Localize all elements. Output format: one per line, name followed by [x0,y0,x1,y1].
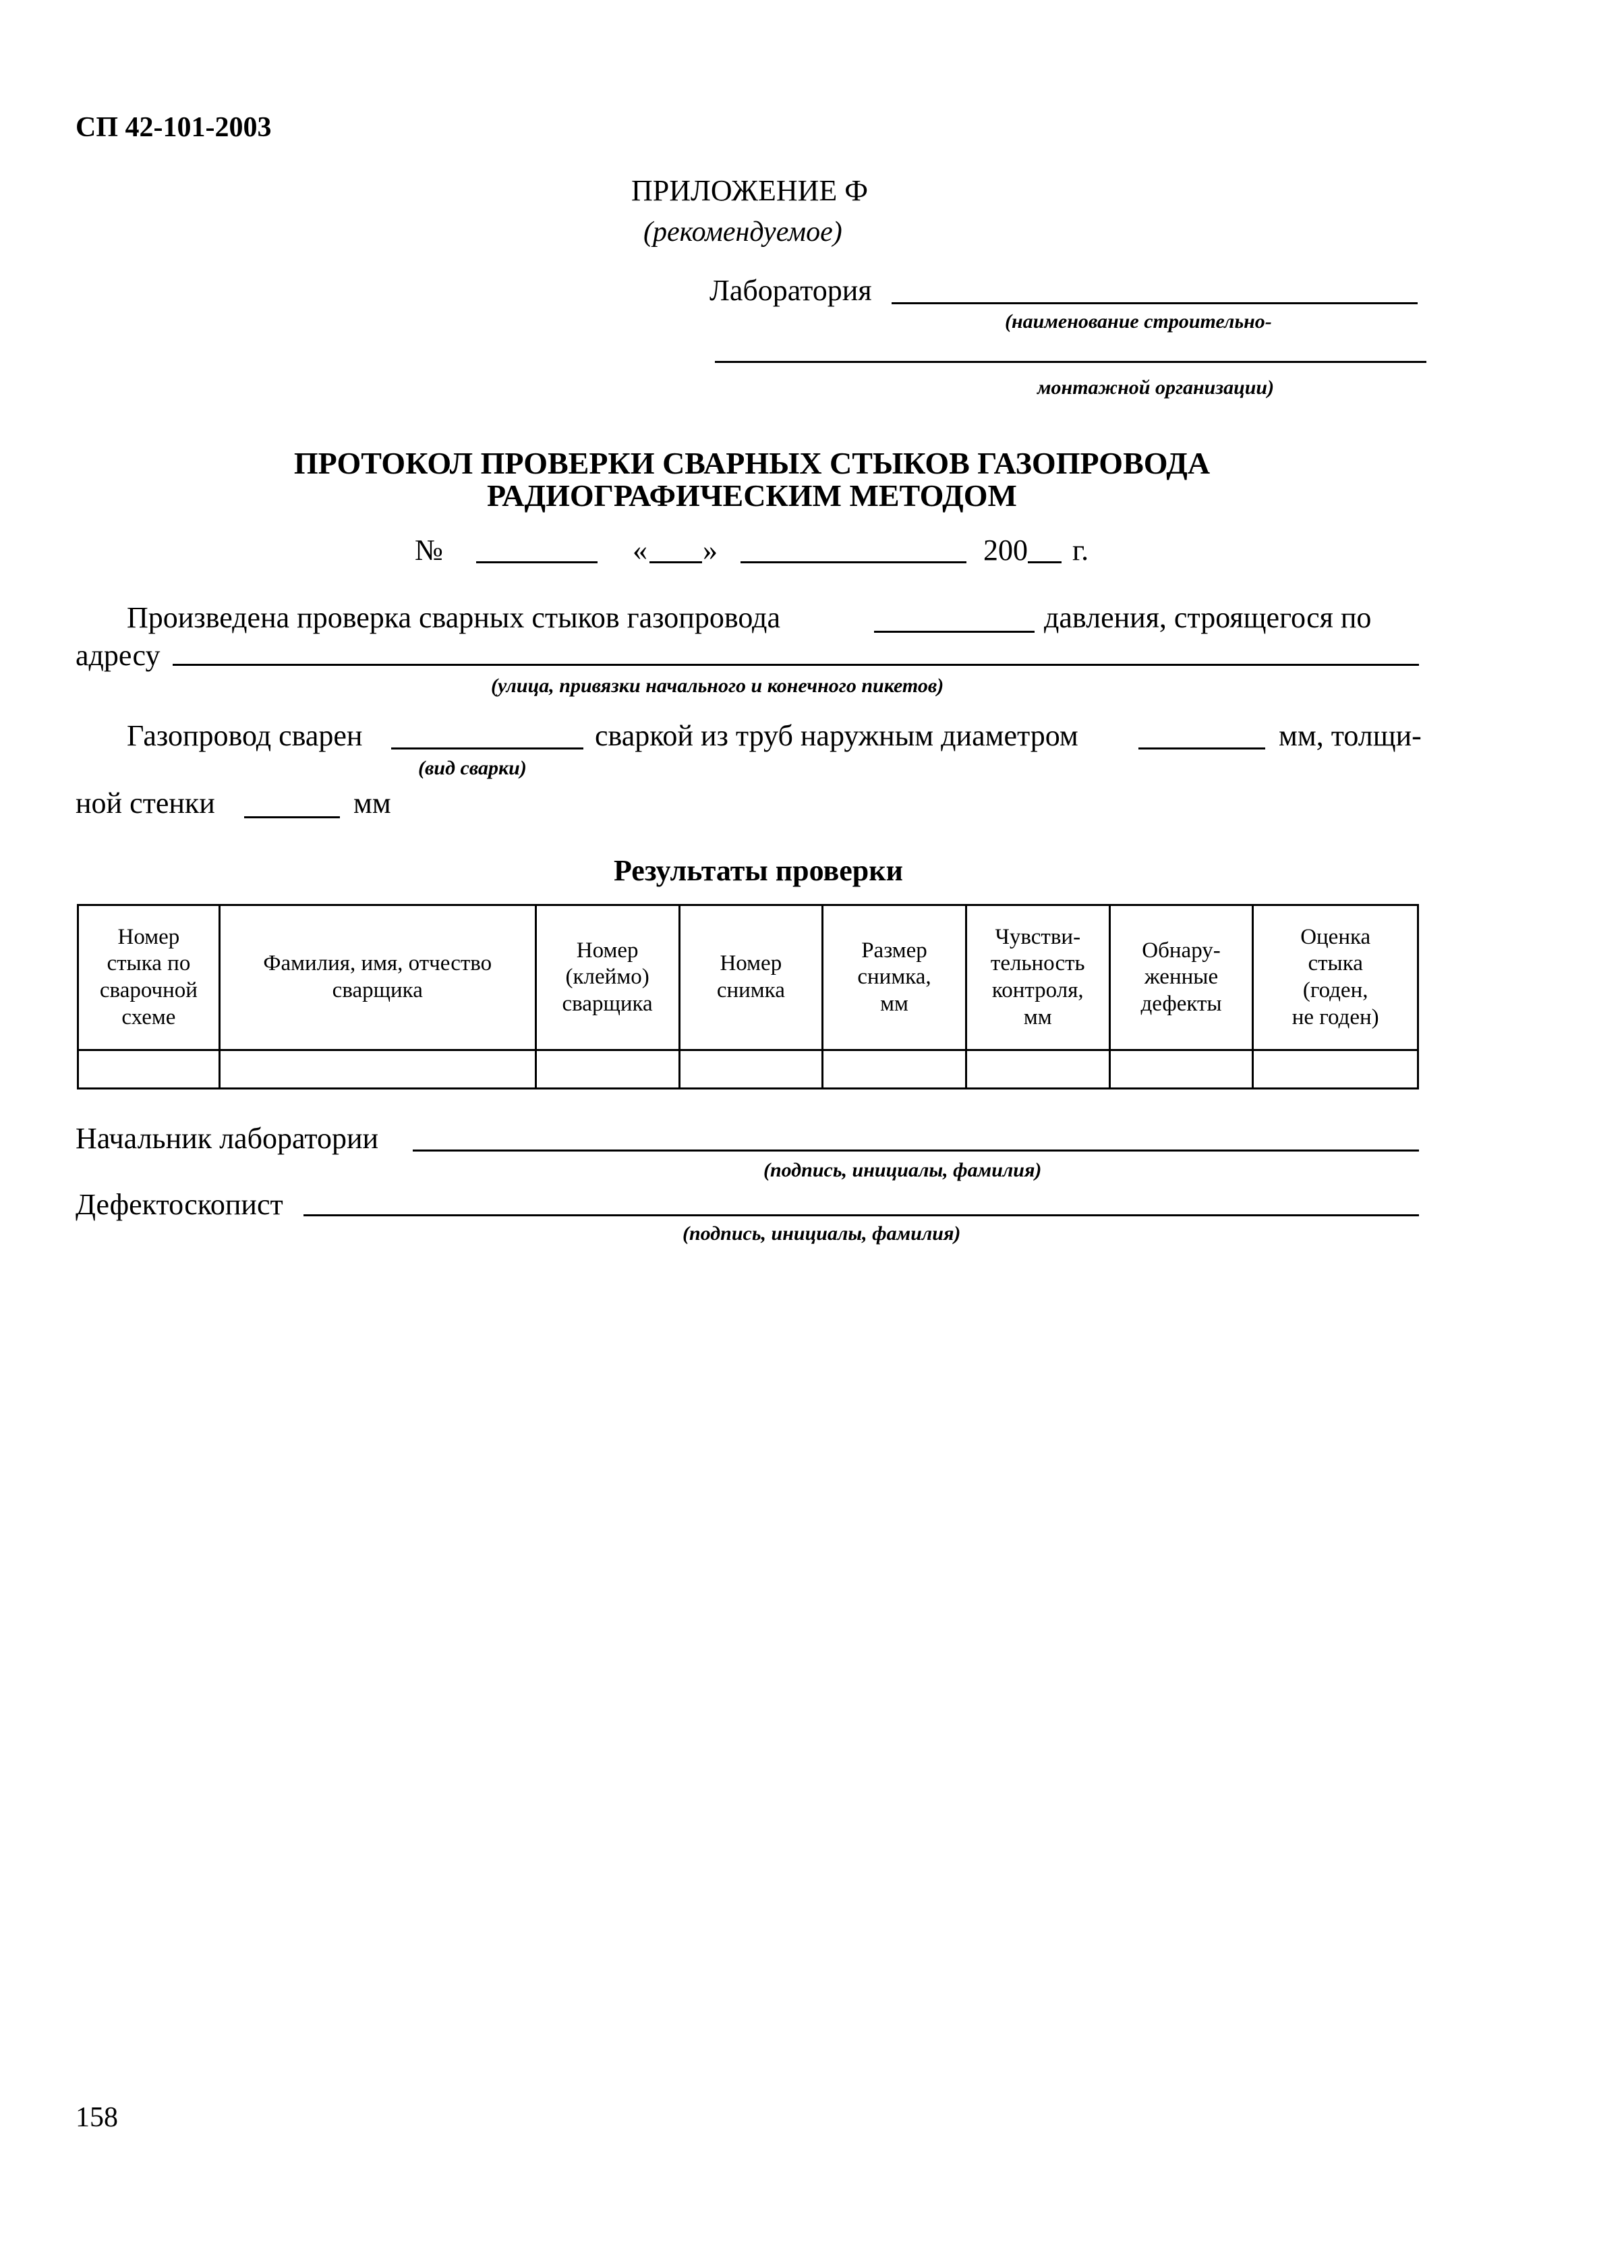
defectoscopist-note: (подпись, инициалы, фамилия) [683,1222,961,1245]
table-cell[interactable] [535,1050,679,1089]
lab-head-label: Начальник лаборатории [76,1122,379,1155]
table-cell[interactable] [78,1050,220,1089]
column-header: Номер (клеймо) сварщика [535,905,679,1050]
laboratory-note-2: монтажной организации) [1037,376,1275,399]
welding-type-field[interactable] [391,747,583,749]
defectoscopist-label: Дефектоскопист [76,1188,283,1221]
table-cell[interactable] [966,1050,1109,1089]
table-cell[interactable] [823,1050,966,1089]
results-table [77,904,1419,1089]
column-header: Обнару- женные дефекты [1109,905,1253,1050]
protocol-title-line-2: РАДИОГРАФИЧЕСКИМ МЕТОДОМ [487,478,1017,513]
paragraph2-text-b: сваркой из труб наружным диаметром [595,719,1078,752]
paragraph1-text-b: давления, строящегося по [1044,601,1372,634]
table-cell[interactable] [1109,1050,1253,1089]
lab-head-signature-field[interactable] [413,1150,1419,1152]
appendix-subtitle: (рекомендуемое) [643,217,842,248]
column-header: Фамилия, имя, отчество сварщика [219,905,535,1050]
number-label: № [415,534,443,567]
address-note: (улица, привязки начального и конечного пикетов) [491,675,944,697]
laboratory-note-1: (наименование строительно- [1005,310,1272,333]
year-suffix: г. [1072,534,1089,567]
protocol-number-field[interactable] [476,561,598,563]
quote-close: » [703,534,718,567]
paragraph2-text-e: мм [353,787,391,820]
pressure-field[interactable] [874,631,1035,633]
year-prefix: 200 [983,534,1028,567]
welding-type-note: (вид сварки) [418,757,527,779]
wall-thickness-field[interactable] [244,816,340,818]
table-cell[interactable] [679,1050,823,1089]
laboratory-name-field-2[interactable] [715,361,1426,363]
year-field[interactable] [1028,561,1062,563]
column-header: Чувстви- тельность контроля, мм [966,905,1109,1050]
paragraph2-text-c: мм, толщи- [1279,719,1422,752]
table-cell[interactable] [1253,1050,1418,1089]
paragraph2-text-d: ной стенки [76,787,215,820]
column-header: Размер снимка, мм [823,905,966,1050]
diameter-field[interactable] [1138,747,1265,749]
column-header: Номер снимка [679,905,823,1050]
paragraph1-text-c: адресу [76,639,161,672]
column-header: Номер стыка по сварочной схеме [78,905,220,1050]
paragraph2-text-a: Газопровод сварен [127,719,363,752]
paragraph1-text-a: Произведена проверка сварных стыков газопровода [127,601,780,634]
defectoscopist-signature-field[interactable] [303,1214,1419,1216]
table-row [78,1050,1418,1089]
document-code: СП 42-101-2003 [76,112,272,143]
quote-open: « [633,534,647,567]
results-title: Результаты проверки [614,854,903,887]
lab-head-note: (подпись, инициалы, фамилия) [763,1159,1042,1181]
laboratory-label: Лаборатория [709,274,872,307]
table-cell[interactable] [219,1050,535,1089]
month-field[interactable] [741,561,966,563]
day-field[interactable] [649,561,702,563]
protocol-title-line-1: ПРОТОКОЛ ПРОВЕРКИ СВАРНЫХ СТЫКОВ ГАЗОПРОВОДА [293,446,1211,480]
table-header-row [78,905,1418,1050]
laboratory-name-field[interactable] [892,302,1418,304]
address-field[interactable] [173,664,1419,666]
page-number: 158 [76,2102,118,2133]
appendix-title: ПРИЛОЖЕНИЕ Ф [631,174,869,207]
column-header: Оценка стыка (годен, не годен) [1253,905,1418,1050]
